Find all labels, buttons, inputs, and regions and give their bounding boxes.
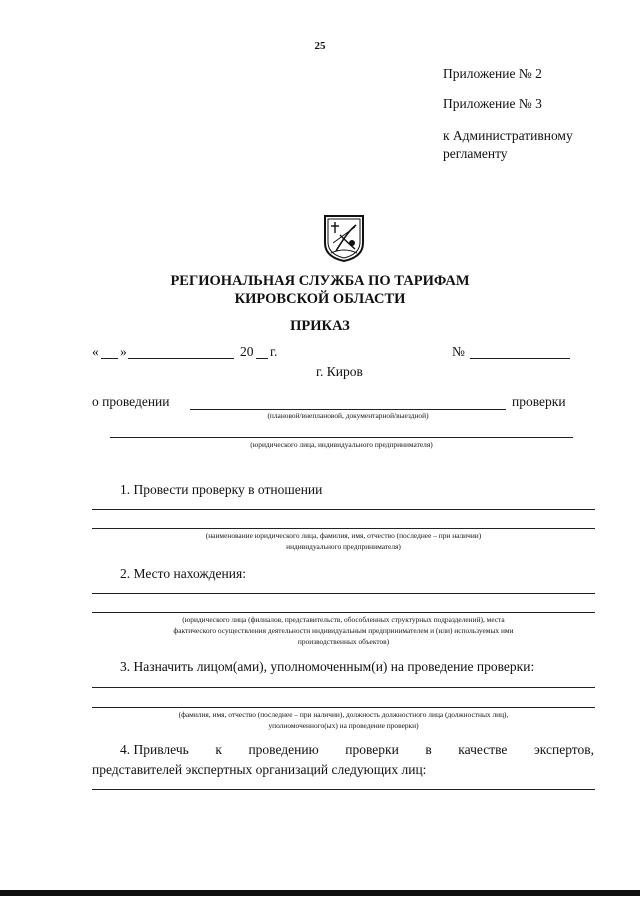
date-close-quote: » — [120, 344, 127, 359]
item-3-hint-b: уполномоченного(ых) на проведение проверки) — [268, 721, 419, 730]
item-4-word-2: к — [215, 742, 222, 757]
item-2-hint-a: (юридического лица (филиалов, представительств, обособленных структурных подразделений), места — [182, 615, 505, 624]
organization-name — [0, 272, 640, 308]
item-2-blank-1[interactable] — [92, 593, 595, 594]
item-3-hint-a: (фамилия, имя, отчество (последнее – при наличии), должность должностного лица (должностных лиц), — [178, 710, 509, 719]
item-2-hint-b: фактического осуществления деятельности индивидуальным предпринимателем и (или) используемых ими — [173, 626, 514, 635]
item-2-blank-2[interactable] — [92, 612, 595, 613]
item-4-word-4: проверки — [345, 742, 399, 757]
item-1-hint-a: (наименование юридического лица, фамилия, имя, отчество (последнее – при наличии) — [205, 531, 482, 540]
item-4-line-2: представителей экспертных организаций следующих лиц: — [92, 762, 427, 777]
item-2-text: 2. Место нахождения: — [120, 566, 246, 581]
document-type: ПРИКАЗ — [290, 318, 350, 334]
item-1-blank-2[interactable] — [92, 528, 595, 529]
subject-entity-hint: (юридического лица, индивидуального предпринимателя) — [250, 440, 433, 449]
date-year-blank[interactable] — [256, 358, 268, 359]
item-1-hint-b: индивидуального предпринимателя) — [286, 542, 401, 551]
scan-edge-bar — [0, 890, 640, 896]
item-3-blank-2[interactable] — [92, 707, 595, 708]
item-4-word-7: экспертов, — [533, 742, 594, 757]
organization-line-2: КИРОВСКОЙ ОБЛАСТИ — [234, 291, 406, 307]
inspection-type-hint: (плановой/внеплановой, документарной/выездной) — [267, 411, 429, 420]
appendix-line-3: к Административному — [443, 128, 573, 143]
item-4-line-1 — [120, 742, 594, 758]
appendix-line-1: Приложение № 2 — [443, 66, 542, 81]
item-4-word-5: в — [425, 742, 432, 757]
item-4-blank-1[interactable] — [92, 789, 595, 790]
date-year-prefix: 20 — [240, 344, 254, 359]
city: г. Киров — [316, 364, 363, 379]
subject-prefix: о проведении — [92, 394, 170, 409]
subject-entity-blank[interactable] — [110, 437, 573, 438]
item-4-word-6: качестве — [458, 742, 508, 757]
appendix-line-2: Приложение № 3 — [443, 96, 542, 111]
item-1-text: 1. Провести проверку в отношении — [120, 482, 323, 497]
date-open-quote: « — [92, 344, 99, 359]
date-day-blank[interactable] — [101, 358, 118, 359]
item-4-word-1: 4. Привлечь — [120, 742, 189, 757]
item-2-hint-c: производственных объектов) — [297, 637, 390, 646]
number-sign: № — [452, 344, 465, 359]
item-3-blank-1[interactable] — [92, 687, 595, 688]
date-month-blank[interactable] — [128, 358, 234, 359]
item-1-blank-1[interactable] — [92, 509, 595, 510]
kirov-region-coat-of-arms-icon — [322, 213, 366, 263]
item-4-word-3: проведению — [248, 742, 319, 757]
date-year-suffix: г. — [270, 344, 278, 359]
appendix-line-4: регламенту — [443, 146, 508, 161]
organization-line-1: РЕГИОНАЛЬНАЯ СЛУЖБА ПО ТАРИФАМ — [170, 273, 470, 289]
order-number-blank[interactable] — [470, 358, 570, 359]
item-3-text: 3. Назначить лицом(ами), уполномоченным(и) на проведение проверки: — [120, 659, 535, 674]
subject-suffix: проверки — [512, 394, 566, 409]
page-number: 25 — [314, 40, 326, 52]
